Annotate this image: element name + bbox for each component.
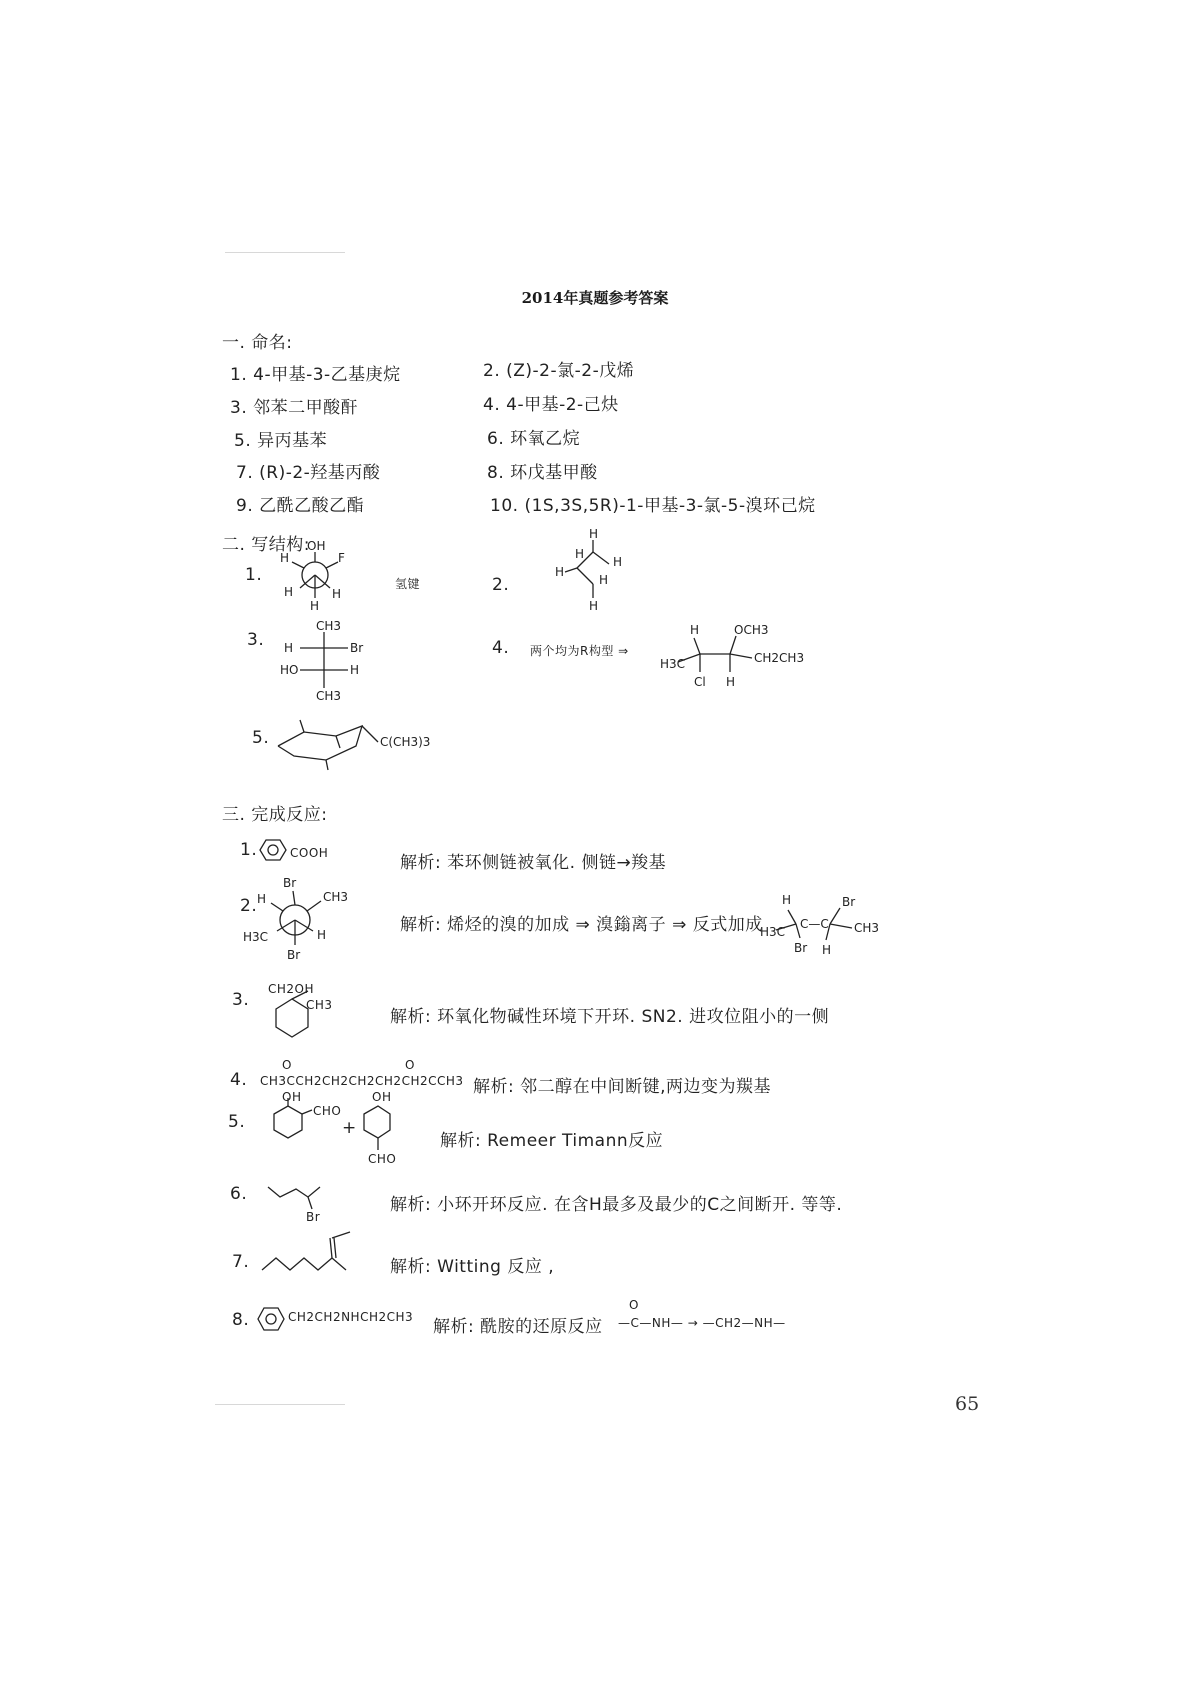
reaction-8-explanation: 解析: 酰胺的还原反应 <box>433 1317 603 1337</box>
h-label: H <box>822 943 832 957</box>
h-label: H <box>310 599 320 613</box>
benzene-ring-icon <box>258 838 288 862</box>
ch2ch3-label: CH2CH3 <box>754 651 805 665</box>
reaction-8-scheme: —C—NH— → —CH2—NH— <box>618 1316 786 1330</box>
reaction-6-number: 6. <box>230 1184 248 1204</box>
reaction-4-number: 4. <box>230 1070 248 1090</box>
h-label: H <box>317 928 327 942</box>
oh-label: OH <box>372 1090 392 1104</box>
reaction-5-cho: CHO <box>313 1104 342 1118</box>
h-label: H <box>599 573 609 587</box>
structure-5-number: 5. <box>252 728 270 748</box>
reaction-6-explanation: 解析: 小环开环反应. 在含H最多及最少的C之间断开. 等等. <box>390 1195 843 1215</box>
h-label: H <box>332 587 342 601</box>
fischer-projection-structure <box>280 619 380 703</box>
h-label: H <box>280 551 290 565</box>
answer-1-6: 6. 环氧乙烷 <box>487 429 581 449</box>
ho-label: HO <box>280 663 299 677</box>
f-label: F <box>338 551 345 565</box>
h-label: H <box>589 599 599 613</box>
structure-1-number: 1. <box>245 565 263 585</box>
answer-1-5: 5. 异丙基苯 <box>234 431 328 451</box>
answer-1-1: 1. 4-甲基-3-乙基庚烷 <box>230 365 401 385</box>
answer-1-2: 2. (Z)-2-氯-2-戊烯 <box>483 361 635 381</box>
reaction-7-alkene-structure <box>260 1230 370 1278</box>
page-number: 65 <box>955 1393 980 1415</box>
h-label: H <box>284 641 294 655</box>
reaction-4-carbonyl-o: O <box>405 1058 415 1072</box>
reaction-5-number: 5. <box>228 1112 246 1132</box>
h-label: H <box>257 892 267 906</box>
ch3-label: CH3 <box>316 689 342 703</box>
reaction-2-explanation: 解析: 烯烃的溴的加成 ⇒ 溴鎓离子 ⇒ 反式加成 <box>400 915 763 935</box>
ch3-label: CH3 <box>323 890 349 904</box>
answer-1-3: 3. 邻苯二甲酸酐 <box>230 398 359 418</box>
h-label: H <box>575 547 585 561</box>
h-label: H <box>690 623 700 637</box>
section3-heading: 三. 完成反应: <box>222 805 328 825</box>
br-label: Br <box>283 876 297 890</box>
ch3-label: CH3 <box>854 921 880 935</box>
reaction-8-product: CH2CH2NHCH2CH3 <box>288 1310 414 1324</box>
h-label: H <box>726 675 736 689</box>
reaction-4-carbonyl-o: O <box>282 1058 292 1072</box>
hydrogen-bond-note: 氢键 <box>395 577 421 591</box>
reaction-1-number: 1. <box>240 840 258 860</box>
br-label: Br <box>350 641 364 655</box>
structure-2-number: 2. <box>492 575 510 595</box>
reaction-1-product: COOH <box>290 846 329 860</box>
newman-projection-1 <box>270 539 360 613</box>
och3-label: OCH3 <box>734 623 769 637</box>
structure-4-number: 4. <box>492 638 510 658</box>
h-label: H <box>284 585 294 599</box>
br-label: Br <box>306 1210 321 1224</box>
br-label: Br <box>287 948 301 962</box>
h-label: H <box>782 893 792 907</box>
answer-1-10: 10. (1S,3S,5R)-1-甲基-3-氯-5-溴环己烷 <box>490 496 816 516</box>
cl-label: Cl <box>694 675 706 689</box>
benzene-ring-icon <box>256 1306 286 1332</box>
scan-artifact <box>215 1404 345 1405</box>
ch3-label: CH3 <box>316 619 342 633</box>
answer-1-9: 9. 乙酰乙酸乙酯 <box>236 496 365 516</box>
answer-1-7: 7. (R)-2-羟基丙酸 <box>236 463 381 483</box>
h3c-label: H3C <box>760 925 786 939</box>
h3c-label: H3C <box>660 657 686 671</box>
oh-label: OH <box>282 1090 302 1104</box>
reaction-5-plus: + <box>342 1118 357 1138</box>
answer-1-8: 8. 环戊基甲酸 <box>487 463 598 483</box>
reaction-8-carbonyl-o: O <box>629 1298 639 1312</box>
trans-addition-structure <box>760 888 910 958</box>
reaction-1-explanation: 解析: 苯环侧链被氧化. 侧链→羧基 <box>400 853 667 873</box>
h3c-label: H3C <box>243 930 269 944</box>
reaction-2-number: 2. <box>240 896 258 916</box>
ethane-staggered-structure <box>555 528 630 613</box>
reaction-6-skeletal-structure <box>262 1175 342 1225</box>
reaction-7-number: 7. <box>232 1252 250 1272</box>
wedge-structure-4 <box>660 622 810 692</box>
answer-1-4: 4. 4-甲基-2-己炔 <box>483 395 619 415</box>
reaction-7-explanation: 解析: Witting 反应 , <box>390 1257 555 1277</box>
h-label: H <box>350 663 360 677</box>
reaction-8-number: 8. <box>232 1310 250 1330</box>
reaction-5-explanation: 解析: Remeer Timann反应 <box>440 1131 664 1151</box>
h-label: H <box>555 565 565 579</box>
reaction-3-number: 3. <box>232 990 250 1010</box>
r-configuration-note: 两个均为R构型 ⇒ <box>530 644 629 658</box>
reaction-3-ch3: CH3 <box>306 998 333 1012</box>
oh-label: OH <box>307 539 326 553</box>
structure-3-number: 3. <box>247 630 265 650</box>
h-label: H <box>589 527 599 541</box>
cyclohexane-chair-structure <box>270 712 430 772</box>
reaction-5-cho: CHO <box>368 1152 397 1166</box>
reaction-4-product: CH3CCH2CH2CH2CH2CH2CCH3 <box>260 1074 464 1088</box>
newman-projection-2 <box>243 875 353 960</box>
br-label: Br <box>794 941 808 955</box>
tert-butyl-label: C(CH3)3 <box>380 735 431 749</box>
br-label: Br <box>842 895 856 909</box>
scan-artifact <box>225 252 345 253</box>
reaction-3-product: CH2OH <box>268 982 315 996</box>
h-label: H <box>613 555 623 569</box>
reaction-3-explanation: 解析: 环氧化物碱性环境下开环. SN2. 进攻位阻小的一侧 <box>390 1007 830 1027</box>
reaction-4-explanation: 解析: 邻二醇在中间断键,两边变为羰基 <box>473 1077 772 1097</box>
page-title: 2014年真题参考答案 <box>521 289 669 307</box>
c-c-bond-label: C—C <box>800 917 829 931</box>
section2-heading: 二. 写结构: <box>222 535 311 555</box>
section1-heading: 一. 命名: <box>222 333 293 353</box>
